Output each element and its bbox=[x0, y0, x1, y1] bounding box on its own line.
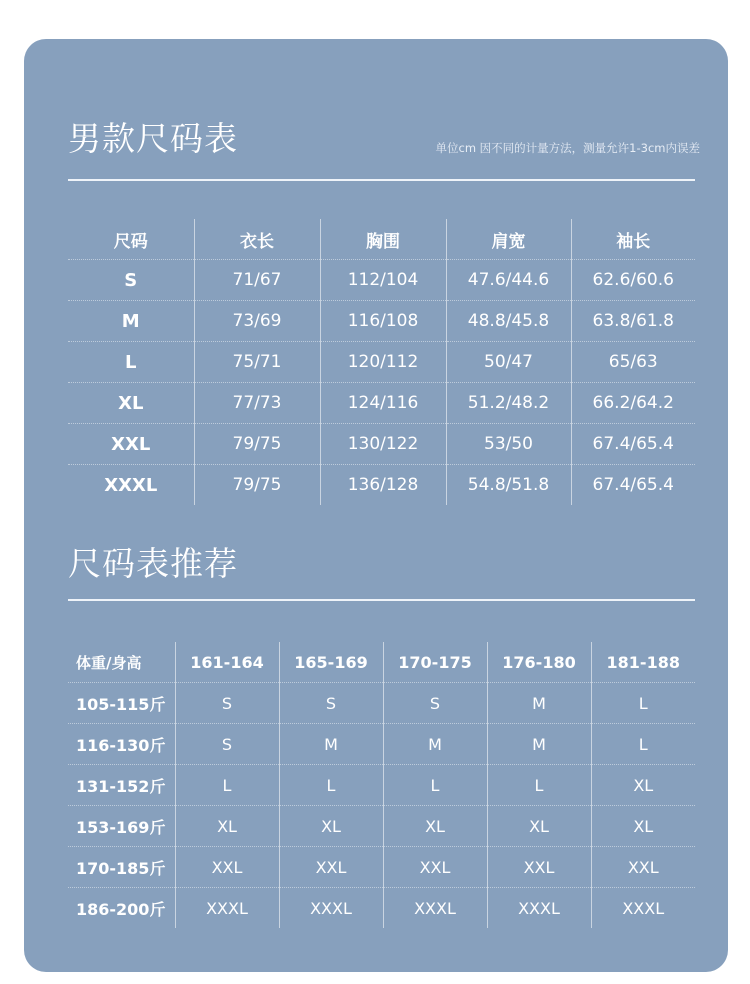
weight-cell: 170-185斤 bbox=[68, 847, 175, 888]
value-cell: 79/75 bbox=[194, 465, 320, 506]
value-cell: 62.6/60.6 bbox=[571, 260, 695, 301]
size-chart-table bbox=[68, 219, 695, 505]
table-row bbox=[68, 765, 695, 806]
size-cell: XXL bbox=[591, 847, 695, 888]
size-cell: XXXL bbox=[383, 888, 487, 929]
size-cell: XXL bbox=[279, 847, 383, 888]
size-cell: XXL bbox=[383, 847, 487, 888]
header-cell: 袖长 bbox=[571, 219, 695, 260]
size-cell: M bbox=[383, 724, 487, 765]
size-cell: S bbox=[175, 683, 279, 724]
value-cell: 63.8/61.8 bbox=[571, 301, 695, 342]
size-cell: L bbox=[175, 765, 279, 806]
table-row bbox=[68, 683, 695, 724]
value-cell: 124/116 bbox=[320, 383, 446, 424]
value-cell: 50/47 bbox=[446, 342, 571, 383]
table-row bbox=[68, 888, 695, 929]
weight-cell: 116-130斤 bbox=[68, 724, 175, 765]
table-row bbox=[68, 847, 695, 888]
size-cell: XL bbox=[68, 383, 194, 424]
size-cell: L bbox=[68, 342, 194, 383]
unit-note: 单位cm 因不同的计量方法，测量允许1-3cm内误差 bbox=[435, 141, 700, 155]
value-cell: 116/108 bbox=[320, 301, 446, 342]
value-cell: 51.2/48.2 bbox=[446, 383, 571, 424]
size-cell: XL bbox=[591, 806, 695, 847]
size-cell: XL bbox=[279, 806, 383, 847]
size-cell: M bbox=[487, 724, 591, 765]
size-cell: XL bbox=[591, 765, 695, 806]
value-cell: 66.2/64.2 bbox=[571, 383, 695, 424]
header-cell: 165-169 bbox=[279, 642, 383, 683]
recommend-table bbox=[68, 642, 695, 928]
value-cell: 47.6/44.6 bbox=[446, 260, 571, 301]
size-cell: XL bbox=[383, 806, 487, 847]
header-cell: 体重/身高 bbox=[76, 653, 142, 672]
table-row bbox=[68, 424, 695, 465]
table-row bbox=[68, 383, 695, 424]
divider bbox=[68, 179, 695, 181]
table-header-row bbox=[68, 219, 695, 260]
value-cell: 112/104 bbox=[320, 260, 446, 301]
header-cell: 170-175 bbox=[383, 642, 487, 683]
size-cell: XL bbox=[175, 806, 279, 847]
weight-cell: 153-169斤 bbox=[68, 806, 175, 847]
value-cell: 79/75 bbox=[194, 424, 320, 465]
table-row bbox=[68, 301, 695, 342]
value-cell: 136/128 bbox=[320, 465, 446, 506]
table-row bbox=[68, 806, 695, 847]
size-cell: XXL bbox=[68, 424, 194, 465]
size-cell: S bbox=[175, 724, 279, 765]
table-row bbox=[68, 342, 695, 383]
size-cell: L bbox=[487, 765, 591, 806]
table-row bbox=[68, 260, 695, 301]
size-cell: XXXL bbox=[68, 465, 194, 506]
size-cell: XXXL bbox=[175, 888, 279, 929]
value-cell: 53/50 bbox=[446, 424, 571, 465]
value-cell: 67.4/65.4 bbox=[571, 465, 695, 506]
value-cell: 48.8/45.8 bbox=[446, 301, 571, 342]
value-cell: 75/71 bbox=[194, 342, 320, 383]
size-cell: M bbox=[68, 301, 194, 342]
table-row bbox=[68, 465, 695, 506]
divider bbox=[68, 599, 695, 601]
size-cell: XXL bbox=[487, 847, 591, 888]
weight-cell: 105-115斤 bbox=[68, 683, 175, 724]
size-cell: XL bbox=[487, 806, 591, 847]
size-cell: S bbox=[383, 683, 487, 724]
recommend-title: 尺码表推荐 bbox=[68, 544, 238, 583]
value-cell: 67.4/65.4 bbox=[571, 424, 695, 465]
size-chart-title: 男款尺码表 bbox=[68, 119, 238, 158]
size-cell: XXXL bbox=[279, 888, 383, 929]
size-chart-card bbox=[24, 39, 728, 972]
size-cell: M bbox=[487, 683, 591, 724]
size-cell: S bbox=[279, 683, 383, 724]
value-cell: 130/122 bbox=[320, 424, 446, 465]
size-cell: L bbox=[383, 765, 487, 806]
size-cell: L bbox=[591, 683, 695, 724]
size-cell: XXXL bbox=[591, 888, 695, 929]
value-cell: 65/63 bbox=[571, 342, 695, 383]
header-cell: 161-164 bbox=[175, 642, 279, 683]
value-cell: 77/73 bbox=[194, 383, 320, 424]
size-cell: XXXL bbox=[487, 888, 591, 929]
size-cell: M bbox=[279, 724, 383, 765]
header-cell: 衣长 bbox=[194, 219, 320, 260]
header-cell: 肩宽 bbox=[446, 219, 571, 260]
table-header-row bbox=[68, 642, 695, 683]
value-cell: 73/69 bbox=[194, 301, 320, 342]
value-cell: 120/112 bbox=[320, 342, 446, 383]
table-row bbox=[68, 724, 695, 765]
size-cell: S bbox=[68, 260, 194, 301]
size-cell: L bbox=[279, 765, 383, 806]
value-cell: 54.8/51.8 bbox=[446, 465, 571, 506]
weight-cell: 131-152斤 bbox=[68, 765, 175, 806]
weight-cell: 186-200斤 bbox=[68, 888, 175, 929]
value-cell: 71/67 bbox=[194, 260, 320, 301]
header-cell: 181-188 bbox=[591, 642, 695, 683]
header-cell: 176-180 bbox=[487, 642, 591, 683]
size-cell: L bbox=[591, 724, 695, 765]
size-cell: XXL bbox=[175, 847, 279, 888]
header-cell: 尺码 bbox=[113, 231, 148, 252]
header-cell: 胸围 bbox=[320, 219, 446, 260]
